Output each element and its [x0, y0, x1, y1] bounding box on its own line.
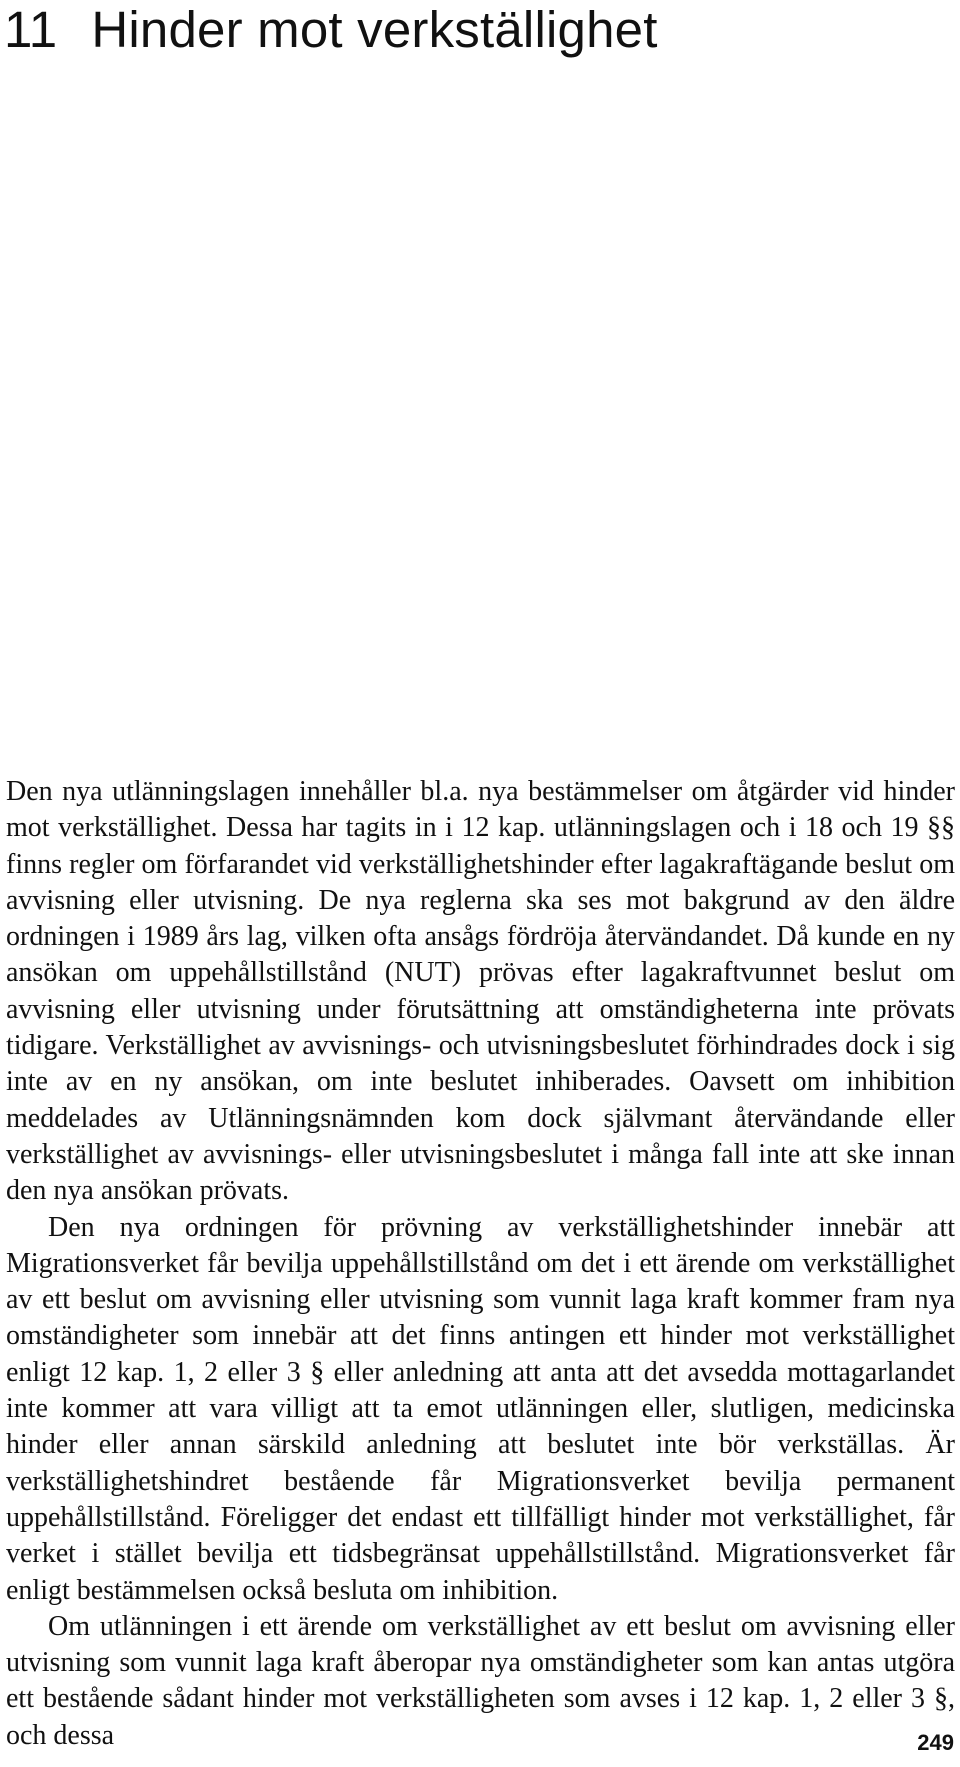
paragraph-1: Den nya utlänningslagen innehåller bl.a. nya bestämmelser om åtgärder vid hinder mot verkställighet. Dessa har tagits in i 12 kap. utlänningslagen och i 18 och 19 §§ finns regler om förfarandet vid verkställighetshinder efter lagakraftägande beslut om avvisning eller utvisning. De nya reglerna ska ses mot bakgrund av den äldre ordningen i 1989 års lag, vilken ofta ansågs fördröja återvändandet. Då kunde en ny ansökan om uppehållstillstånd (NUT) prövas efter lagakraftvunnet beslut om avvisning eller utvisning under förutsättning att omständigheterna inte prövats tidigare. Verkställighet av avvisnings- och utvisningsbeslutet förhindrades dock i sig inte av en ny ansökan, om inte beslutet inhiberades. Oavsett om inhibition meddelades av Utlänningsnämnden kom dock självmant återvändande eller verkställighet av avvisnings- eller utvisningsbeslutet i många fall inte att ske innan den nya ansökan prövats. — [6, 776, 955, 1207]
page-number: 249 — [917, 1730, 954, 1755]
paragraph-2: Den nya ordningen för prövning av verkställighetshinder innebär att Migrationsverket får bevilja uppehållstillstånd om det i ett ärende om verkställighet av ett beslut om avvisning eller utvisning som vunnit laga kraft kommer fram nya omständigheter som innebär att det finns antingen ett hinder mot verkställighet enligt 12 kap. 1, 2 eller 3 § eller anledning att anta att det avsedda mottagarlandet inte kommer att vara villigt att ta emot utlänningen eller, slutligen, medicinska hinder eller annan särskild anledning att beslutet inte bör verkställas. Är verkställighetshindret bestående får Migrationsverket bevilja permanent uppehållstillstånd. Föreligger det endast ett tillfälligt hinder mot verkställighet, får verket i stället bevilja ett tidsbegränsat uppehållstillstånd. Migrationsverket får enligt bestämmelsen också besluta om inhibition. — [6, 1211, 955, 1606]
chapter-number: 11 — [4, 1, 58, 58]
chapter-title: Hinder mot verkställighet — [91, 1, 658, 58]
paragraph-3: Om utlänningen i ett ärende om verkställighet av ett beslut om avvisning eller utvisning som vunnit laga kraft åberopar nya omständigheter som kan antas utgöra ett bestående sådant hinder mot verkställigheten som avses i 12 kap. 1, 2 eller 3 §, och dessa — [6, 1610, 955, 1751]
chapter-heading — [4, 0, 658, 60]
body-text — [6, 774, 955, 1754]
